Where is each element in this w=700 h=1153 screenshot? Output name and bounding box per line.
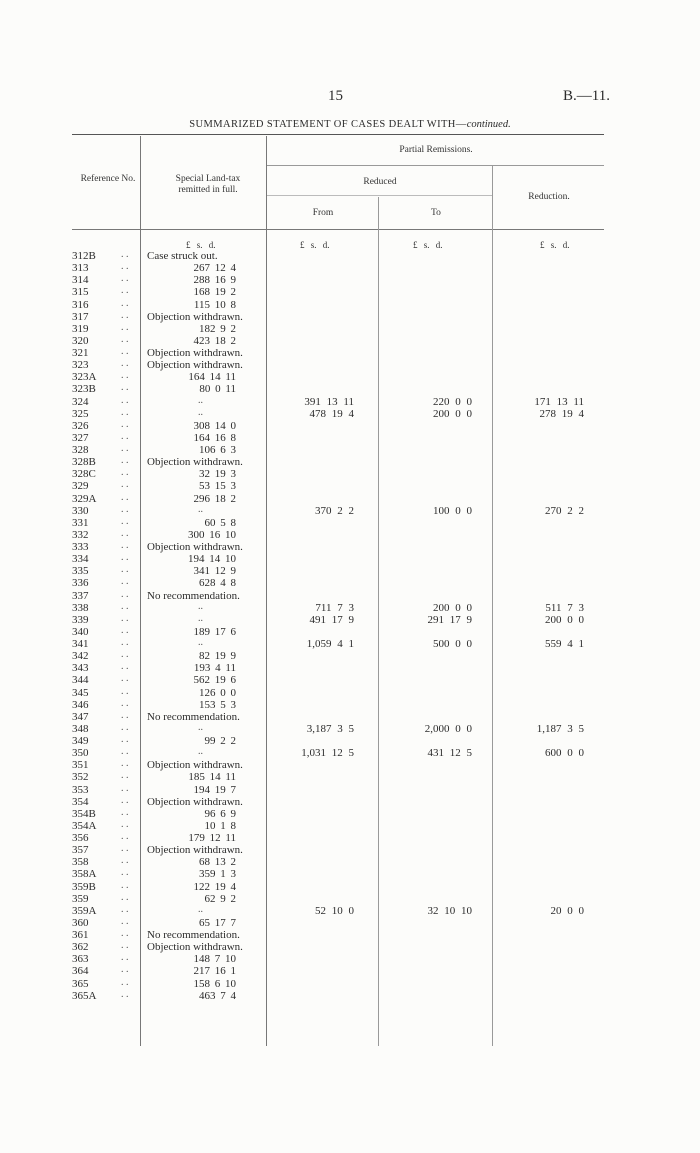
full-remission-cell: .. [198,637,203,648]
full-remission-cell: Objection withdrawn. [147,795,243,808]
leader-dots: . . [121,952,129,964]
table-row [0,747,700,759]
reference-cell: 365 [72,977,89,990]
full-remission-cell: No recommendation. [147,710,240,723]
partial-remissions-header: Partial Remissions. [399,145,473,155]
table-row [0,529,700,541]
full-remission-cell: 341 12 9 [193,565,236,578]
leader-dots: . . [121,430,129,442]
table-row [0,953,700,965]
table-row [0,832,700,844]
table-row [0,493,700,505]
reduced-to-cell: 32 10 10 [427,904,472,917]
leader-dots: . . [121,843,129,855]
reference-cell: 321 [72,347,89,359]
reduction-header: Reduction. [528,192,570,202]
reference-cell: 363 [72,953,89,966]
special-header: Special Land-tax remitted in full. [175,174,241,195]
reduced-from-cell: 391 13 11 [304,395,354,408]
full-remission-cell: 562 19 6 [193,674,236,687]
full-remission-cell: 10 1 8 [204,819,236,832]
reduction-cell: 511 7 3 [545,601,584,614]
table-row [0,614,700,626]
reduced-to-cell: 291 17 9 [427,613,472,626]
reduction-cell: 278 19 4 [539,407,584,420]
reference-cell: 324 [72,395,89,408]
table-row [0,444,700,456]
reference-cell: 328B [72,456,96,469]
table-row [0,905,700,917]
full-remission-cell: 423 18 2 [193,334,236,347]
reference-cell: 328C [72,468,96,481]
reduced-from-cell: 1,031 12 5 [301,747,354,760]
table-row [0,468,700,480]
full-remission-cell: Objection withdrawn. [147,541,243,553]
leader-dots: . . [121,321,129,333]
leader-dots: . . [121,746,129,758]
reference-cell: 335 [72,565,89,578]
leader-dots: . . [121,455,129,467]
leader-dots: . . [121,758,129,770]
leader-dots: . . [121,612,129,624]
leader-dots: . . [121,685,129,697]
leader-dots: . . [121,346,129,357]
table-row [0,687,700,699]
reference-cell: 312B [72,250,96,262]
leader-dots: . . [121,964,129,976]
reference-cell: 356 [72,832,89,844]
reference-cell: 337 [72,589,89,602]
full-remission-cell: 96 6 9 [204,807,236,820]
full-remission-cell: 296 18 2 [193,492,236,505]
reduced-from-cell: 52 10 0 [315,904,354,917]
full-remission-cell: 193 4 11 [193,662,236,675]
title-text: SUMMARIZED STATEMENT OF CASES DEALT WITH— [189,119,467,130]
reference-cell: 342 [72,650,89,663]
page-number: 15 [328,88,343,104]
reference-cell: 354 [72,795,89,808]
reference-cell: 319 [72,322,89,335]
reference-cell: 316 [72,298,89,311]
full-remission-cell: 158 6 10 [193,977,236,990]
full-remission-cell: 168 19 2 [193,286,236,299]
full-remission-cell: Case struck out. [147,250,218,262]
reference-header: Reference No. [80,174,136,184]
leader-dots: . . [121,261,129,273]
table-row [0,590,700,602]
full-remission-cell: 126 0 0 [199,686,236,699]
reference-cell: 354A [72,819,97,832]
reduction-cell: 20 0 0 [550,904,584,917]
leader-dots: . . [121,915,129,927]
reference-cell: 344 [72,674,89,687]
full-remission-cell: .. [198,721,203,733]
full-remission-cell: No recommendation. [147,929,240,941]
full-remission-cell: 68 13 2 [199,856,236,869]
table-row [0,820,700,832]
reference-cell: 333 [72,541,89,553]
reduced-from-cell: 491 17 9 [309,613,354,626]
table-row [0,359,700,371]
units-reduction: £ s. d. [540,240,570,250]
reference-cell: 352 [72,771,89,784]
reference-cell: 360 [72,916,89,929]
leader-dots: . . [121,491,129,503]
reference-cell: 358 [72,856,89,869]
reference-cell: 359 [72,892,89,905]
table-row [0,553,700,565]
reference-cell: 361 [72,929,89,941]
reference-cell: 364 [72,965,89,978]
table-row [0,347,700,359]
full-remission-cell: 62 9 2 [204,892,236,905]
leader-dots: . . [121,467,129,479]
leader-dots: . . [121,806,129,818]
reference-cell: 326 [72,419,89,432]
table-row [0,480,700,492]
full-remission-cell: 115 10 8 [193,298,236,311]
leader-dots: . . [121,527,129,539]
units-from: £ s. d. [300,240,330,250]
full-remission-cell: 32 19 3 [199,468,236,481]
table-row [0,941,700,953]
leader-dots: . . [121,673,129,685]
leader-dots: . . [121,661,129,673]
leader-dots: . . [121,988,129,1000]
reference-cell: 362 [72,941,89,954]
leader-dots: . . [121,576,129,588]
table-row [0,456,700,468]
reduction-cell: 600 0 0 [545,747,584,760]
full-remission-cell: 308 14 0 [193,419,236,432]
reduced-from-cell: 1,059 4 1 [306,638,354,650]
full-remission-cell: Objection withdrawn. [147,347,243,359]
table-row [0,565,700,577]
table-row [0,978,700,990]
leader-dots: . . [121,515,129,527]
leader-dots: . . [121,794,129,806]
table-row [0,432,700,444]
table-row [0,735,700,747]
leader-dots: . . [121,879,129,891]
leader-dots: . . [121,418,129,430]
full-remission-cell: 182 9 2 [199,322,236,335]
document-reference: B.—11. [563,88,610,104]
header-bottom-rule [72,229,604,230]
table-row [0,784,700,796]
table-row [0,699,700,711]
full-remission-cell: 148 7 10 [193,953,236,966]
reference-cell: 343 [72,662,89,675]
reference-cell: 359A [72,904,97,917]
table-row [0,262,700,274]
leader-dots: . . [121,370,129,382]
leader-dots: . . [121,649,129,661]
full-remission-cell: 267 12 4 [193,262,236,275]
units-to: £ s. d. [413,240,443,250]
reduced-from-cell: 478 19 4 [309,407,354,420]
leader-dots: . . [121,552,129,564]
reference-cell: 350 [72,747,89,760]
reference-cell: 328 [72,444,89,456]
full-remission-cell: 65 17 7 [199,916,236,929]
leader-dots: . . [121,782,129,794]
leader-dots: . . [121,891,129,903]
reduced-from-cell: 711 7 3 [315,601,354,614]
to-header: To [431,208,441,218]
table-top-rule [72,134,604,135]
table-row [0,396,700,408]
full-remission-cell: 164 14 11 [188,371,236,384]
reduced-header: Reduced [363,177,397,187]
full-remission-cell: 80 0 11 [199,383,236,396]
reduction-cell: 171 13 11 [534,395,584,408]
table-row [0,893,700,905]
table-row [0,311,700,323]
reference-cell: 314 [72,274,89,287]
reduced-to-cell: 2,000 0 0 [424,722,472,735]
table-row [0,650,700,662]
reduction-cell: 270 2 2 [545,504,584,517]
full-remission-cell: 122 19 4 [193,880,236,893]
reference-cell: 354B [72,807,96,820]
reference-cell: 315 [72,286,89,299]
full-remission-cell: .. [198,394,203,406]
reduced-from-cell: 3,187 3 5 [306,722,354,735]
table-row [0,711,700,723]
reference-cell: 345 [72,686,89,699]
reference-cell: 329A [72,492,97,505]
leader-dots: . . [121,406,129,418]
reference-cell: 317 [72,310,89,323]
leader-dots: . . [121,394,129,406]
full-remission-cell: 82 19 9 [199,650,236,663]
title-continued: continued. [466,119,511,130]
reduced-to-cell: 220 0 0 [433,395,472,408]
from-header: From [312,208,334,218]
reference-cell: 336 [72,577,89,590]
leader-dots: . . [121,273,129,285]
full-remission-cell: .. [198,903,203,915]
leader-dots: . . [121,721,129,733]
full-remission-cell: Objection withdrawn. [147,310,243,323]
leader-dots: . . [121,818,129,830]
full-remission-cell: Objection withdrawn. [147,759,243,772]
reduced-to-cell: 500 0 0 [433,638,472,650]
leader-dots: . . [121,564,129,576]
table-row [0,990,700,1002]
full-remission-cell: 53 15 3 [199,480,236,493]
table-row [0,323,700,335]
table-row [0,371,700,383]
full-remission-cell: No recommendation. [147,589,240,602]
table-row [0,856,700,868]
reduced-to-cell: 100 0 0 [433,504,472,517]
leader-dots: . . [121,588,129,600]
leader-dots: . . [121,358,129,370]
reference-cell: 323A [72,371,97,384]
table-row [0,881,700,893]
leader-dots: . . [121,855,129,867]
reference-cell: 323B [72,383,96,396]
table-row [0,541,700,553]
table-row [0,796,700,808]
reference-cell: 332 [72,528,89,541]
leader-dots: . . [121,540,129,551]
reference-cell: 357 [72,844,89,857]
leader-dots: . . [121,976,129,988]
full-remission-cell: 217 16 1 [193,965,236,978]
full-remission-cell: Objection withdrawn. [147,941,243,954]
leader-dots: . . [121,503,129,515]
leader-dots: . . [121,770,129,782]
full-remission-cell: .. [198,503,203,515]
table-row [0,577,700,589]
table-row [0,408,700,420]
reference-cell: 313 [72,262,89,275]
table-row [0,759,700,771]
leader-dots: . . [121,831,129,842]
leader-dots: . . [121,600,129,612]
reference-cell: 339 [72,613,89,626]
table-row [0,723,700,735]
table-row [0,335,700,347]
leader-dots: . . [121,940,129,952]
leader-dots: . . [121,443,129,454]
full-remission-cell: .. [198,600,203,612]
reduction-cell: 200 0 0 [545,613,584,626]
page-title [0,119,700,130]
table-row [0,929,700,941]
reference-cell: 359B [72,880,96,893]
table-row [0,602,700,614]
reduced-to-cell: 200 0 0 [433,407,472,420]
full-remission-cell: .. [198,746,203,758]
full-remission-cell: 194 19 7 [193,783,236,796]
full-remission-cell: 288 16 9 [193,274,236,287]
reference-cell: 358A [72,868,97,881]
leader-dots: . . [121,637,129,648]
full-remission-cell: 153 5 3 [199,698,236,711]
table-row [0,674,700,686]
table-body [0,250,700,1002]
full-remission-cell: 179 12 11 [188,832,236,844]
table-row [0,965,700,977]
leader-dots: . . [121,333,129,345]
leader-dots: . . [121,624,129,636]
leader-dots: . . [121,249,129,260]
reference-cell: 365A [72,989,97,1002]
reference-cell: 334 [72,553,89,566]
table-row [0,626,700,638]
reduced-to-cell: 200 0 0 [433,601,472,614]
table-row [0,274,700,286]
reduced-from-cell: 370 2 2 [315,504,354,517]
table-row [0,250,700,262]
reference-cell: 347 [72,710,89,723]
table-row [0,286,700,298]
full-remission-cell: Objection withdrawn. [147,456,243,469]
table-row [0,771,700,783]
leader-dots: . . [121,867,129,879]
leader-dots: . . [121,309,129,321]
full-remission-cell: 99 2 2 [204,735,236,747]
full-remission-cell: 359 1 3 [199,868,236,881]
full-remission-cell: .. [198,612,203,624]
reference-cell: 320 [72,334,89,347]
leader-dots: . . [121,285,129,297]
reference-cell: 327 [72,431,89,444]
table-row [0,662,700,674]
table-row [0,299,700,311]
table-row [0,917,700,929]
reference-cell: 353 [72,783,89,796]
reference-cell: 349 [72,735,89,747]
reference-cell: 340 [72,625,89,638]
table-row [0,844,700,856]
reference-cell: 346 [72,698,89,711]
full-remission-cell: 300 16 10 [188,528,236,541]
leader-dots: . . [121,709,129,721]
full-remission-cell: 164 16 8 [193,431,236,444]
reduction-cell: 559 4 1 [545,638,584,650]
table-row [0,517,700,529]
reference-cell: 331 [72,516,89,529]
leader-dots: . . [121,928,129,939]
reference-cell: 341 [72,638,89,650]
reduced-to-cell: 431 12 5 [427,747,472,760]
units-full: £ s. d. [186,240,216,250]
full-remission-cell: Objection withdrawn. [147,359,243,372]
full-remission-cell: 194 14 10 [188,553,236,566]
full-remission-cell: 463 7 4 [199,989,236,1002]
reduced-rule [267,195,492,196]
reference-cell: 348 [72,722,89,735]
reference-cell: 325 [72,407,89,420]
leader-dots: . . [121,697,129,709]
leader-dots: . . [121,382,129,394]
partial-remissions-rule [267,165,604,166]
table-row [0,638,700,650]
full-remission-cell: 189 17 6 [193,625,236,638]
leader-dots: . . [121,297,129,309]
leader-dots: . . [121,734,129,745]
reference-cell: 338 [72,601,89,614]
full-remission-cell: Objection withdrawn. [147,844,243,857]
table-row [0,383,700,395]
reference-cell: 329 [72,480,89,493]
table-row [0,808,700,820]
full-remission-cell: 60 5 8 [204,516,236,529]
full-remission-cell: .. [198,406,203,418]
table-row [0,868,700,880]
leader-dots: . . [121,903,129,915]
table-row [0,420,700,432]
reference-cell: 351 [72,759,89,772]
table-row [0,505,700,517]
full-remission-cell: 106 6 3 [199,444,236,456]
full-remission-cell: 185 14 11 [188,771,236,784]
full-remission-cell: 628 4 8 [199,577,236,590]
reduction-cell: 1,187 3 5 [536,722,584,735]
reference-cell: 330 [72,504,89,517]
reference-cell: 323 [72,359,89,372]
leader-dots: . . [121,479,129,491]
